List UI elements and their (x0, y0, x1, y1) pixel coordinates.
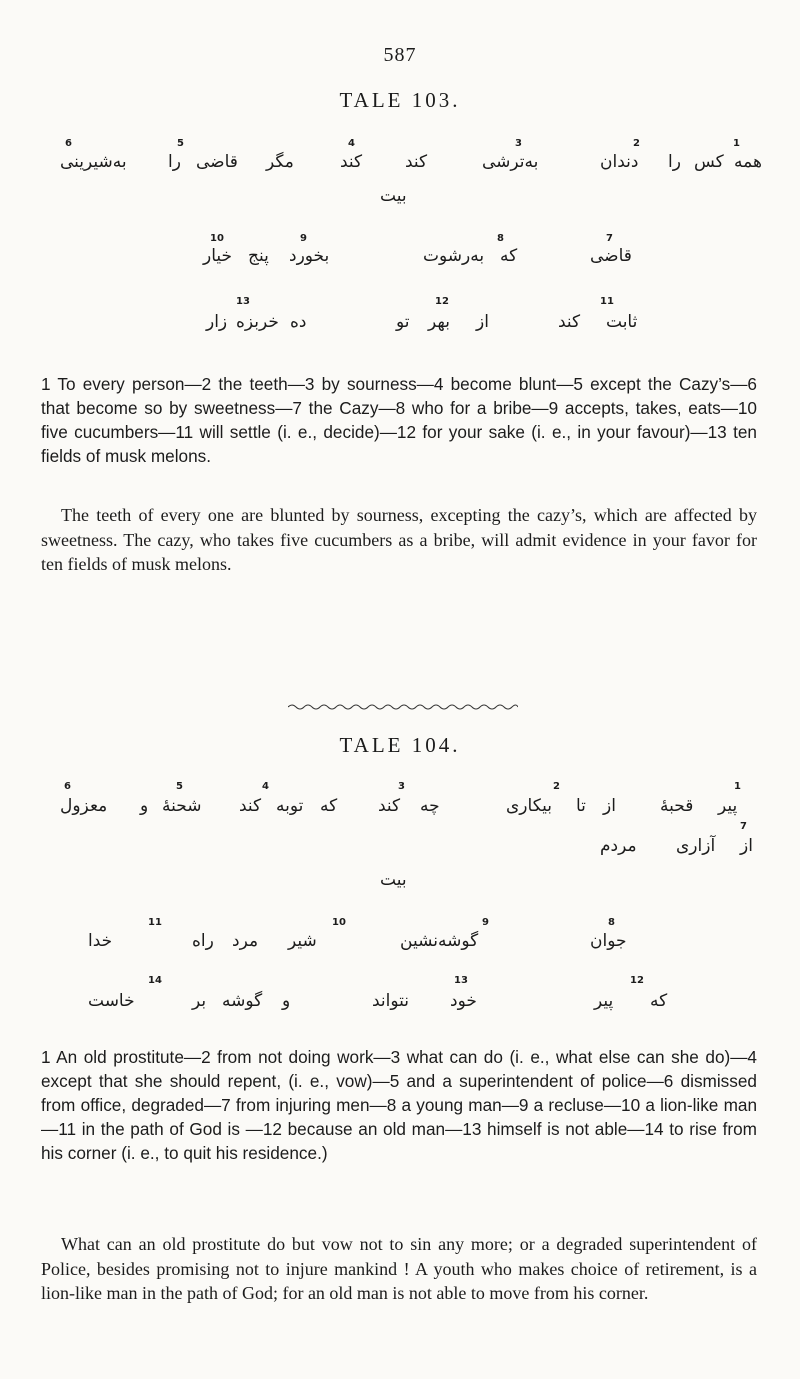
persian-word: ده (290, 312, 307, 332)
persian-word: پنج (248, 246, 269, 266)
persian-word: کند (405, 152, 428, 172)
persian-word: خود (450, 991, 477, 1011)
persian-word: به‌شیرینی (60, 152, 127, 172)
word-number: 11 (148, 917, 162, 928)
persian-word: خدا (88, 931, 113, 951)
persian-word: بر (192, 991, 207, 1011)
persian-word: زار (206, 312, 228, 332)
word-number: 14 (148, 975, 162, 986)
word-number: 4 (348, 138, 355, 149)
word-number: 7 (740, 821, 747, 832)
persian-word: قحبهٔ (660, 796, 694, 816)
persian-word: جوان (590, 931, 627, 951)
word-number: 5 (177, 138, 184, 149)
persian-word: گوشه‌نشین (400, 931, 479, 951)
persian-word: و (140, 796, 149, 816)
word-number: 6 (65, 138, 72, 149)
persian-word: نتواند (372, 991, 410, 1011)
persian-word: مرد (232, 931, 259, 951)
page-number: 587 (383, 44, 417, 66)
word-number: 12 (435, 296, 449, 307)
word-number: 13 (236, 296, 250, 307)
word-number: 2 (553, 781, 560, 792)
verse-marker: بیت (380, 870, 407, 890)
tale-103-gloss: 1 To every person—2 the teeth—3 by sourness—4 become blunt—5 except the Cazy’s—6 that become so by sweetness—7 the Cazy—8 who for a bribe—9 accepts, takes, eats—10 five cucumbers—11 will settle (i. e., decide)—12 for your sake (i. e., in your favour)—13 ten fields of musk melons. (41, 374, 757, 466)
word-number: 12 (630, 975, 644, 986)
persian-word: که (500, 246, 518, 266)
persian-word: بخورد (289, 246, 330, 266)
persian-word: پیر (594, 991, 614, 1011)
persian-word: خیار (203, 246, 233, 266)
persian-word: شحنهٔ (162, 796, 202, 816)
persian-word: بهر (428, 312, 450, 332)
persian-word: از (476, 312, 489, 332)
persian-word: قاضی (196, 152, 238, 172)
word-number: 9 (482, 917, 489, 928)
persian-word: ثابت (606, 312, 638, 332)
persian-word: شیر (288, 931, 317, 951)
persian-word: تا (576, 796, 586, 816)
section-divider (288, 702, 518, 712)
persian-word: همه (734, 152, 762, 172)
tale-103-title: TALE 103. (339, 88, 461, 112)
tale-104-translation: What can an old prostitute do but vow not to sin any more; or a degraded superintendent of Police, besides promising not to injure mankind ! A youth who makes choice of retirement, is a lion-like man in the path of God; for an old man is not able to move from his corner. (41, 1234, 757, 1303)
persian-word: از (603, 796, 616, 816)
persian-word: کند (239, 796, 262, 816)
persian-word: دندان (600, 152, 639, 172)
word-number: 6 (64, 781, 71, 792)
word-number: 8 (608, 917, 615, 928)
word-number: 1 (733, 138, 740, 149)
word-number: 11 (600, 296, 614, 307)
word-number: 4 (262, 781, 269, 792)
persian-word: که (320, 796, 338, 816)
persian-word: کند (558, 312, 581, 332)
persian-word: به‌ترشی (482, 152, 539, 172)
word-number: 13 (454, 975, 468, 986)
persian-word: به‌رشوت (423, 246, 485, 266)
word-number: 8 (497, 233, 504, 244)
word-number: 3 (515, 138, 522, 149)
persian-word: و (282, 991, 291, 1011)
tale-103-translation: The teeth of every one are blunted by sourness, excepting the cazy’s, which are affected by sweetness. The cazy, who takes five cucumbers as a bribe, will admit evidence in your favor for ten fields of musk melons. (41, 505, 757, 574)
persian-word: راه (192, 931, 214, 951)
persian-word: کند (378, 796, 401, 816)
word-number: 1 (734, 781, 741, 792)
tale-104-gloss: 1 An old prostitute—2 from not doing work—3 what can do (i. e., what else can she do)—4 except that she should repent, (i. e., vow)—5 and a superintendent of police—6 dismissed from office, degraded—7 from injuring men—8 a young man—9 a recluse—10 a lion-like man—11 in the path of God is —12 because an old man—13 himself is not able—14 to rise from his corner (i. e., to quit his residence.) (41, 1047, 757, 1163)
persian-word: را (168, 152, 181, 172)
persian-word: گوشه (222, 991, 263, 1011)
persian-word: خربزه (236, 312, 279, 332)
persian-word: که (650, 991, 668, 1011)
verse-marker: بیت (380, 186, 407, 206)
word-number: 2 (633, 138, 640, 149)
word-number: 3 (398, 781, 405, 792)
persian-word: معزول (60, 796, 108, 816)
persian-word: مگر (266, 152, 294, 172)
persian-word: مردم (600, 836, 637, 856)
tale-104-title: TALE 104. (339, 733, 461, 757)
persian-word: خاست (88, 991, 135, 1011)
persian-word: قاضی (590, 246, 632, 266)
persian-word: تو (396, 312, 410, 332)
word-number: 10 (210, 233, 224, 244)
persian-word: پیر (718, 796, 738, 816)
word-number: 9 (300, 233, 307, 244)
word-number: 7 (606, 233, 613, 244)
persian-word: بیکاری (506, 796, 552, 816)
persian-word: از (740, 836, 753, 856)
word-number: 10 (332, 917, 346, 928)
persian-word: چه (420, 796, 440, 816)
word-number: 5 (176, 781, 183, 792)
persian-word: کس (694, 152, 724, 172)
persian-word: آزاری (676, 836, 716, 856)
persian-word: را (668, 152, 681, 172)
persian-word: کند (340, 152, 363, 172)
persian-word: توبه (276, 796, 304, 816)
